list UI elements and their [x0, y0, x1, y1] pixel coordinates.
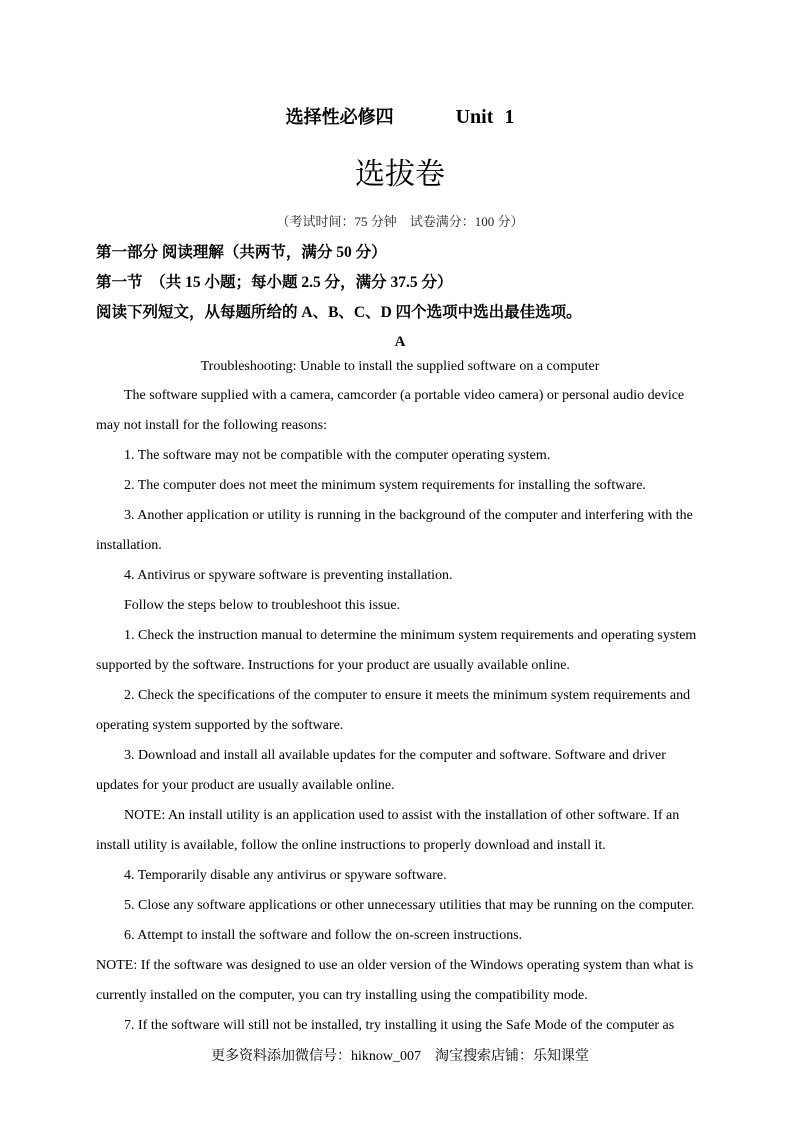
reason-item-4 [96, 561, 708, 591]
paragraph-line: 4. Antivirus or spyware software is preventing installation. [124, 568, 453, 583]
reason-item-3 [96, 501, 708, 561]
paragraph-line: install utility is available, follow the online instructions to properly download and install it. [96, 838, 606, 853]
paragraph-line: NOTE: If the software was designed to use an older version of the Windows operating system than what is [96, 958, 694, 973]
intro-paragraph [96, 381, 708, 441]
paragraph-line: 5. Close any software applications or other unnecessary utilities that may be running on the computer. [124, 898, 695, 913]
page-footer: 更多资料添加微信号：hiknow_007 淘宝搜索店铺：乐知课堂 [211, 1049, 589, 1064]
paragraph-line: 7. If the software will still not be installed, try installing it using the Safe Mode of the computer as [124, 1018, 675, 1033]
passage-body [96, 381, 708, 1041]
step-item-3 [96, 741, 708, 801]
title-course: 选择性必修四 [285, 107, 394, 127]
paragraph-line: 1. Check the instruction manual to determine the minimum system requirements and operating system [124, 628, 697, 643]
paragraph-line: The software supplied with a camera, camcorder (a portable video camera) or personal audio device [124, 388, 685, 403]
paragraph-line: supported by the software. Instructions for your product are usually available online. [96, 658, 570, 673]
step-item-5 [96, 891, 708, 921]
paragraph-line: 3. Download and install all available updates for the computer and software. Software and driver [124, 748, 666, 763]
paragraph-line: 3. Another application or utility is running in the background of the computer and interfering with the [124, 508, 693, 523]
paragraph-line: 2. Check the specifications of the computer to ensure it meets the minimum system requirements and [124, 688, 691, 703]
paragraph-line: installation. [96, 538, 162, 553]
paragraph-line: 1. The software may not be compatible with the computer operating system. [124, 448, 551, 463]
note-compatibility-mode [96, 951, 708, 1011]
reason-item-2 [96, 471, 708, 501]
reason-item-1 [96, 441, 708, 471]
paragraph-line: 6. Attempt to install the software and follow the on-screen instructions. [124, 928, 523, 943]
title-unit: Unit 1 [455, 106, 515, 128]
document-title [0, 102, 800, 132]
step-item-2 [96, 681, 708, 741]
paragraph-line: NOTE: An install utility is an application used to assist with the installation of other software. If an [124, 808, 680, 823]
note-install-utility [96, 801, 708, 861]
step-item-7 [96, 1011, 708, 1041]
paragraph-line: Follow the steps below to troubleshoot this issue. [124, 598, 401, 613]
paragraph-line: may not install for the following reasons: [96, 418, 327, 433]
paragraph-line: 4. Temporarily disable any antivirus or spyware software. [124, 868, 447, 883]
passage-title: Troubleshooting: Unable to install the supplied software on a computer [200, 359, 600, 374]
exam-info: （考试时间：75 分钟 试卷满分：100 分） [276, 214, 524, 229]
step-item-1 [96, 621, 708, 681]
paragraph-line: 2. The computer does not meet the minimum system requirements for installing the software. [124, 478, 646, 493]
step-item-4 [96, 861, 708, 891]
section-heading: 第一节 （共 15 小题；每小题 2.5 分，满分 37.5 分） [96, 274, 453, 291]
paragraph-line: currently installed on the computer, you can try installing using the compatibility mode. [96, 988, 588, 1003]
step-item-6 [96, 921, 708, 951]
part-heading: 第一部分 阅读理解（共两节，满分 50 分） [96, 244, 387, 261]
instruction-text: 阅读下列短文，从每题所给的 A、B、C、D 四个选项中选出最佳选项。 [96, 304, 582, 321]
passage-label: A [394, 334, 406, 350]
document-subtitle: 选拔卷 [355, 158, 445, 191]
paragraph-line: updates for your product are usually available online. [96, 778, 395, 793]
paragraph-line: operating system supported by the software. [96, 718, 344, 733]
steps-intro [96, 591, 708, 621]
